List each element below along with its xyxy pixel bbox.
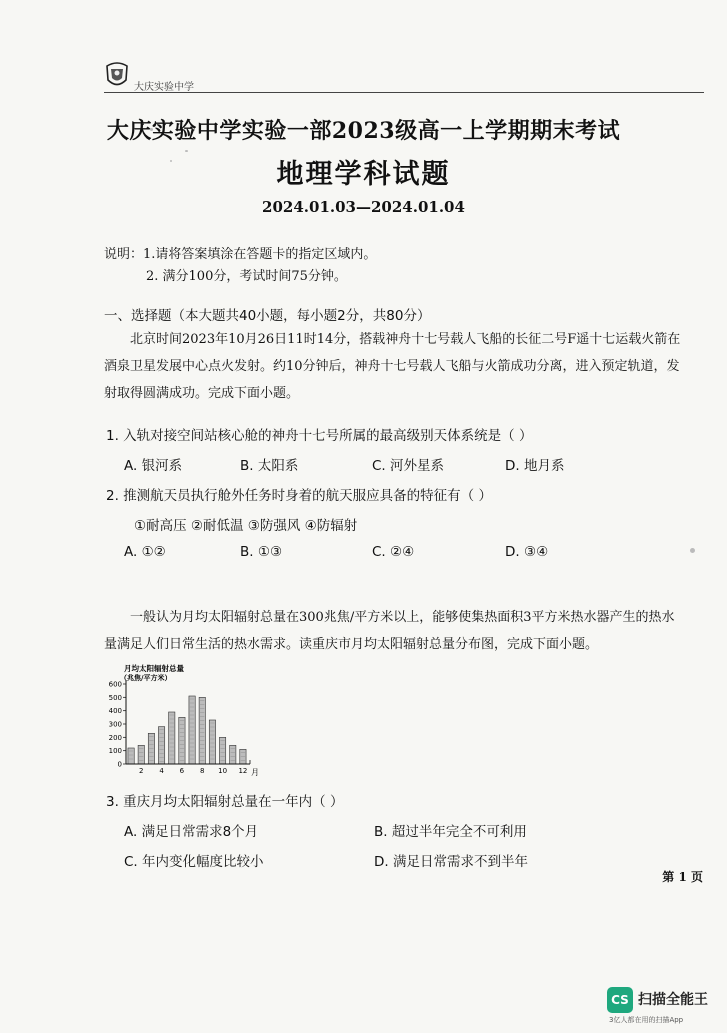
camscanner-logo-icon: CS — [607, 987, 633, 1013]
question-3-option-d[interactable]: D. 满足日常需求不到半年 — [374, 854, 528, 870]
bar-month-3 — [148, 733, 154, 764]
bar-month-11 — [230, 745, 236, 764]
y-tick-label: 0 — [117, 760, 122, 769]
scanner-slogan: 3亿人都在用的扫描App — [609, 1016, 684, 1024]
question-2-option-a[interactable]: A. ①② — [124, 544, 166, 560]
y-tick-label: 500 — [108, 693, 122, 702]
question-3-option-c[interactable]: C. 年内变化幅度比较小 — [124, 854, 264, 870]
question-1-option-c[interactable]: C. 河外星系 — [372, 458, 445, 474]
question-1-option-b[interactable]: B. 太阳系 — [240, 458, 299, 474]
chart-y-unit: （兆焦/平方米） — [120, 674, 172, 682]
passage-1: 北京时间2023年10月26日11时14分，搭载神舟十七号载人飞船的长征二号F遥十七运载火箭在酒泉卫星发展中心点火发射。约10分钟后，神舟十七号载人飞船与火箭成功分离，进入预定轨道，发射取得圆满成功。完成下面小题。 — [104, 332, 681, 401]
y-tick-label: 600 — [108, 680, 122, 689]
exam-title: 大庆实验中学实验一部2023级高一上学期期末考试 — [106, 118, 621, 144]
y-tick-label: 100 — [108, 747, 122, 756]
school-crest-icon — [104, 60, 130, 90]
passage-2: 一般认为月均太阳辐射总量在300兆焦/平方米以上，能够使集热面积3平方米热水器产生的热水量满足人们日常生活的热水需求。读重庆市月均太阳辐射总量分布图，完成下面小题。 — [104, 610, 675, 652]
instruction-line-2: 2. 满分100分，考试时间75分钟。 — [146, 269, 347, 284]
chart-x-unit: 月 — [251, 768, 259, 777]
scanner-app-name: 扫描全能王 — [638, 992, 708, 1008]
question-1-option-a[interactable]: A. 银河系 — [124, 458, 183, 474]
y-tick-label: 400 — [108, 707, 122, 716]
scan-noise — [690, 548, 695, 553]
bar-month-2 — [138, 745, 144, 764]
x-tick-label: 10 — [218, 767, 228, 775]
bar-month-5 — [169, 712, 175, 764]
scanner-watermark — [607, 985, 717, 1023]
instruction-line-1: 说明：1.请将答案填涂在答题卡的指定区域内。 — [104, 247, 377, 262]
x-tick-label: 6 — [179, 767, 185, 775]
question-3-option-b[interactable]: B. 超过半年完全不可利用 — [374, 824, 527, 840]
y-tick-label: 300 — [108, 720, 122, 729]
question-3-option-a[interactable]: A. 满足日常需求8个月 — [124, 824, 259, 840]
exam-date: 2024.01.03—2024.01.04 — [262, 198, 465, 216]
bar-month-9 — [209, 720, 215, 764]
solar-radiation-chart — [106, 662, 266, 780]
page-number: 第 1 页 — [662, 870, 703, 884]
bar-month-1 — [128, 748, 134, 764]
y-tick-label: 200 — [108, 733, 122, 742]
question-1-stem: 1. 入轨对接空间站核心舱的神舟十七号所属的最高级别天体系统是（ ） — [106, 428, 533, 444]
bar-month-7 — [189, 696, 195, 764]
x-tick-label: 8 — [200, 767, 205, 775]
question-2-stem: 2. 推测航天员执行舱外任务时身着的航天服应具备的特征有（ ） — [106, 488, 492, 504]
bar-month-10 — [219, 737, 225, 764]
bar-month-4 — [158, 727, 164, 764]
question-2-option-d[interactable]: D. ③④ — [505, 544, 549, 560]
school-logo-text: 大庆实验中学 — [134, 82, 194, 93]
question-2-features: ①耐高压 ②耐低温 ③防强风 ④防辐射 — [134, 518, 358, 534]
question-1-option-d[interactable]: D. 地月系 — [505, 458, 565, 474]
question-2-option-c[interactable]: C. ②④ — [372, 544, 415, 560]
x-tick-label: 12 — [238, 767, 248, 775]
exam-subtitle: 地理学科试题 — [276, 159, 451, 190]
x-tick-label: 2 — [139, 767, 144, 775]
question-3-stem: 3. 重庆月均太阳辐射总量在一年内（ ） — [106, 794, 344, 810]
bar-month-8 — [199, 697, 205, 764]
bar-month-12 — [240, 749, 246, 764]
chart-title: 月均太阳辐射总量 — [124, 664, 184, 673]
chart-svg — [106, 662, 266, 780]
header-divider — [104, 92, 704, 93]
question-2-option-b[interactable]: B. ①③ — [240, 544, 283, 560]
x-tick-label: 4 — [159, 767, 164, 775]
section-heading: 一、选择题（本大题共40小题，每小题2分，共80分） — [104, 308, 431, 324]
school-header — [104, 58, 264, 98]
